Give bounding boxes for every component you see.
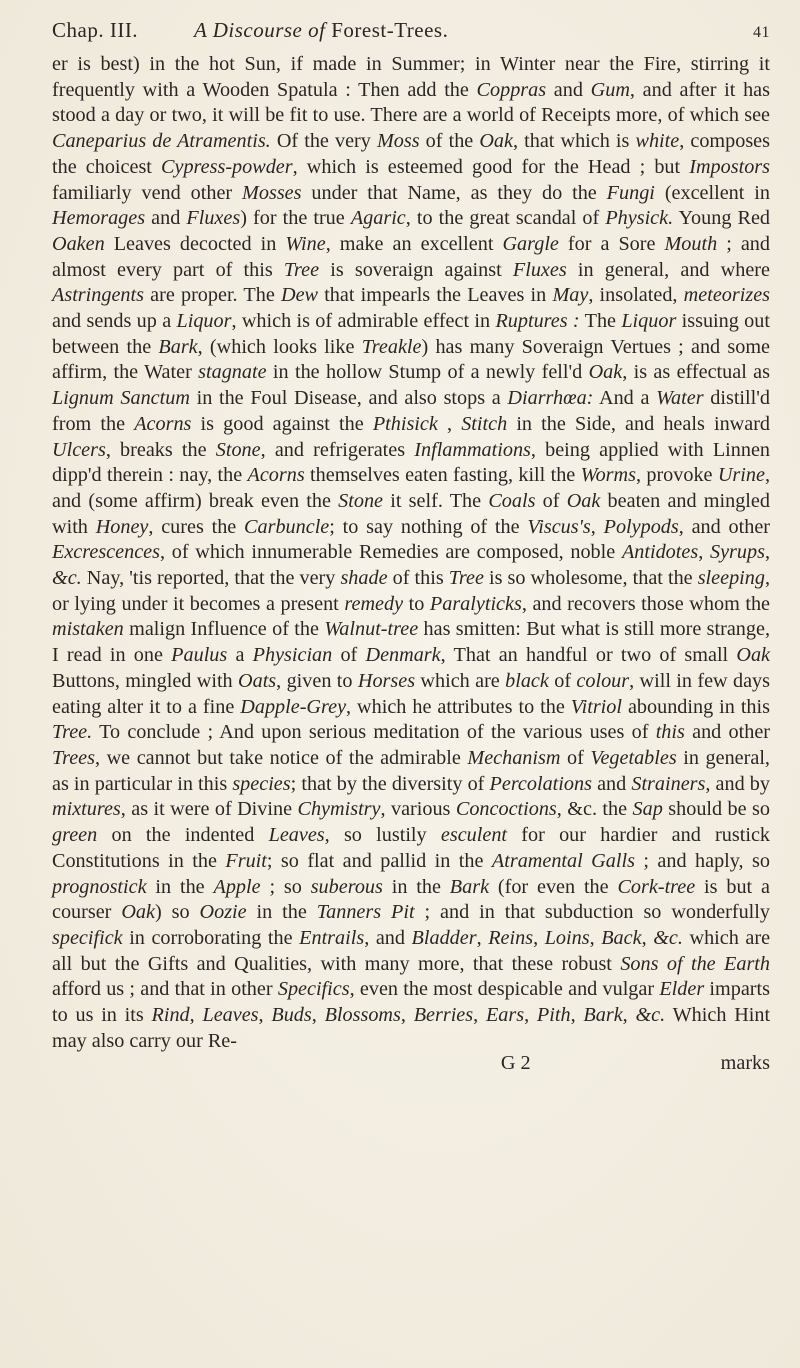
running-head — [52, 18, 770, 52]
running-title — [194, 18, 740, 43]
chapter-label: Chap. III. — [52, 18, 139, 42]
footer-line — [52, 1052, 770, 1074]
signature-mark: G 2 — [500, 1052, 531, 1075]
catchword: marks — [720, 1052, 770, 1075]
body-paragraph: er is best) in the hot Sun, if made in Summer; in Winter near the Fire, stirring it frequently with a Wooden Spatula : Then add the Coppras and Gum, and after it has stood a day or two, it will be fit to use. There are a world of Receipts more, of which see Caneparius de Atramentis. Of the very Moss of the Oak, that which is white, composes the choicest Cypress-powder, which is esteemed good for the Head ; but Impostors familiarly vend other Mosses under that Name, as they do the Fungi (excellent in Hemorages and Fluxes) for the true Agaric, to the great scandal of Physick. Young Red Oaken Leaves decocted in Wine, make an excellent Gargle for a Sore Mouth ; and almost every part of this Tree is soveraign against Fluxes in general, and where Astringents are proper. The Dew that impearls the Leaves in May, insolated, meteorizes and sends up a Liquor, which is of admirable effect in Ruptures : The Liquor issuing out between the Bark, (which looks like Treakle) has many Soveraign Vertues ; and some affirm, the Water stagnate in the hollow Stump of a newly fell'd Oak, is as effectual as Lignum Sanctum in the Foul Disease, and also stops a Diarrhœa: And a Water distill'd from the Acorns is good against the Pthisick , Stitch in the Side, and heals inward Ulcers, breaks the Stone, and refrigerates Inflammations, being applied with Linnen dipp'd therein : nay, the Acorns themselves eaten fasting, kill the Worms, provoke Urine, and (some affirm) break even the Stone it self. The Coals of Oak beaten and mingled with Honey, cures the Carbuncle; to say nothing of the Viscus's, Polypods, and other Excrescences, of which innumerable Remedies are composed, noble Antidotes, Syrups, &c. Nay, 'tis reported, that the very shade of this Tree is so wholesome, that the sleeping, or lying under it becomes a present remedy to Paralyticks, and recovers those whom the mistaken malign Influence of the Walnut-tree has smitten: But what is still more strange, I read in one Paulus a Physician of Denmark, That an handful or two of small Oak Buttons, mingled with Oats, given to Horses which are black of colour, will in few days eating alter it to a fine Dapple-Grey, which he attributes to the Vitriol abounding in this Tree. To conclude ; And upon serious meditation of the various uses of this and other Trees, we cannot but take notice of the admirable Mechanism of Vegetables in general, as in particular in this species; that by the diversity of Percolations and Strainers, and by mixtures, as it were of Divine Chymistry, various Concoctions, &c. the Sap should be so green on the indented Leaves, so lustily esculent for our hardier and rustick Constitutions in the Fruit; so flat and pallid in the Atramental Galls ; and haply, so prognostick in the Apple ; so suberous in the Bark (for even the Cork-tree is but a courser Oak) so Oozie in the Tanners Pit ; and in that subduction so wonderfully specifick in corroborating the Entrails, and Bladder, Reins, Loins, Back, &c. which are all but the Gifts and Qualities, with many more, that these robust Sons of the Earth afford us ; and that in other Specifics, even the most despicable and vulgar Elder imparts to us in its Rind, Leaves, Buds, Blossoms, Berries, Ears, Pith, Bark, &c. Which Hint may also carry our Re- — [52, 53, 771, 1052]
running-title-italic: A Discourse of — [194, 18, 326, 42]
page-number: 41 — [753, 24, 770, 41]
running-title-roman: Forest-Trees. — [331, 18, 449, 42]
